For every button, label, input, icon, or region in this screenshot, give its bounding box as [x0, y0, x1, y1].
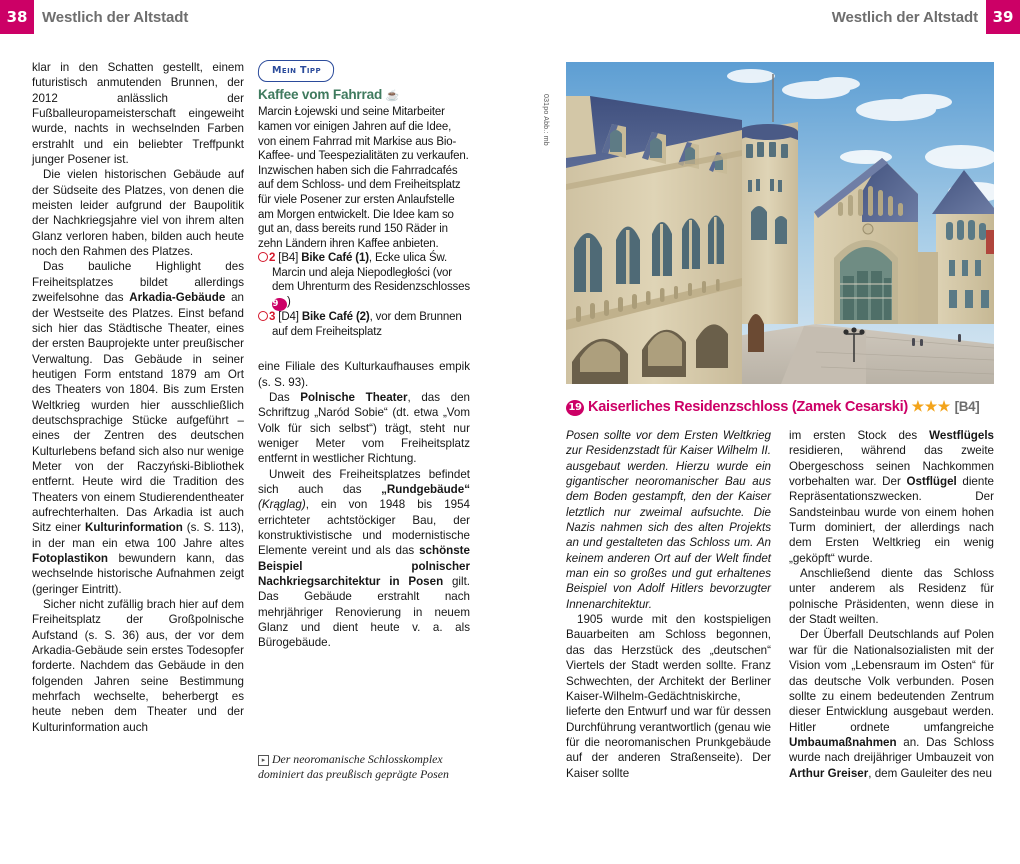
term-arkadia-gebaeude: Arkadia-Gebäude [129, 291, 226, 305]
mein-tipp-box [258, 60, 470, 339]
listing-name: Bike Café (2) [301, 311, 370, 324]
arrow-right-icon: ▸ [258, 755, 269, 766]
listing-item-bike-cafe-2 [258, 310, 470, 339]
paragraph-intro-italic: Posen sollte vor dem Ersten Weltkrieg zur Residenzstadt für Kaiser Wilhelm II. ausgebaut werden. Hierzu wurde ein gigantischer neoromanischer Bau aus dem Boden gestampft, den der Kaiser letztlich nur zweimal aufsuchte. Die Nazis nahmen sich des alten Projekts an und gestalteten das Schloss um. An keinem anderen Ort auf der Welt findet man ein so großes und gut erhaltenes Beispiel von Adolf Hitlers bevorzugter Innenarchitektur. [566, 429, 771, 611]
listing-number: 3 [269, 311, 276, 324]
term-arthur-greiser: Arthur Greiser [789, 766, 869, 780]
text-run: (s. S. 113), in der man ein etwa 100 Jahre altes [32, 521, 244, 550]
text-run: an der Westseite des Platzes. Einst befand sich hier das Städtische Theater, eines der ersten Bauprojekte unter preußischer Verwaltung. Das Gebäude in seiner heutigen Form entstand 1879 am Ort des Theaters von 1804. Bis zum Ersten Weltkrieg wurden hier ausschließlich deutschsprachige Stücke aufgeführt – eines der Zentren des deutschen Kulturlebens befand sich also nur wenige Meter von der Raczyński-Bibliothek entfernt. Heute wird die Tradition des Theaters von einem Studierendentheater aufrechterhalten. Das Arkadia ist auch Sitz einer [32, 291, 244, 535]
star-rating: ★★★ [911, 398, 951, 414]
term-rundgebaeude: „Rundgebäude“ [381, 483, 470, 496]
coffee-cup-icon: ☕ [385, 90, 400, 102]
running-head-title-right: Westlich der Altstadt [831, 9, 978, 26]
text-run: , das den Schriftzug „Naród Sobie“ (dt. etwa „Vom Volk für sich selbst“) trägt, steht nur weniger Meter vom Freiheitsplatz entfernt in westlicher Richtung. [258, 390, 470, 466]
listing-detail-end: ) [287, 296, 291, 309]
mein-tipp-title-text: Kaffee vom Fahrrad [258, 87, 383, 102]
paragraph: eine Filiale des Kulturkaufhauses empik (s. S. 93). [258, 360, 470, 389]
poi-badge-19: 19 [566, 400, 584, 416]
body-column-3 [566, 428, 771, 781]
running-head [0, 0, 1020, 34]
photo-frame [566, 62, 994, 384]
photo-caption-text: Der neoromanische Schlosskomplex dominiert das preußisch geprägte Posen [258, 752, 449, 782]
paragraph-arkadia [32, 259, 244, 597]
mein-tipp-logo-label: Mein Tipp [271, 65, 321, 77]
text-run: , dem Gauleiter des neu [868, 766, 992, 780]
text-run: Unweit des Freiheitsplatzes befindet sich auch das [258, 467, 470, 496]
kaiserschloss-photo [566, 62, 994, 384]
paragraph-polnisches-theater [258, 390, 470, 467]
term-fotoplastikon: Fotoplastikon [32, 552, 108, 565]
text-run: residieren, während das zweite Obergeschoss seinen Nachkommen vorbehalten war. Der [789, 444, 994, 489]
listing-item-bike-cafe-1 [258, 251, 470, 310]
section-grid-ref: [B4] [954, 399, 980, 414]
text-run: Das bauliche Highlight des Freiheitsplatzes bildet allerdings zweifelsohne das [32, 260, 244, 305]
text-run: gilt. Das Gebäude erstrahlt nach mehrjähriger Renovierung in neuem Glanz und dient heute v. a. als Bürogebäude. [258, 575, 471, 650]
paragraph: klar in den Schatten gestellt, einem futuristisch anmutenden Brunnen, der 2012 anlässlich der Fußballeuropameisterschaft eingeweiht wurde, nachts in wechselnden Farben erstrahlt und ein beliebter Treffpunkt junger Posener ist. [32, 61, 244, 167]
mein-tipp-body [258, 105, 470, 251]
section-heading [566, 398, 996, 416]
red-circle-marker-icon [258, 311, 268, 321]
text-run: Der Überfall Deutschlands auf Polen war für die Nationalsozialisten mit der Vision vom „Lebensraum im Osten“ für das deutsche Volk verbunden. Posen sollte zu einem bedeutenden Zentrum dieser Entwicklung ausgebaut werden. Hitler ordnete umfangreiche [789, 628, 994, 734]
mein-tipp-logo [257, 60, 335, 82]
text-run: im ersten Stock des [789, 429, 930, 442]
paragraph-ueberfall [789, 627, 994, 780]
text-run: Das [269, 390, 301, 404]
listing-number: 2 [269, 252, 276, 265]
listing-grid-ref: [B4] [278, 252, 299, 265]
text-run: bewundern kann, das wechselnde historische Aufnahmen zeigt (geringer Eintritt). [32, 552, 244, 596]
castle-illustration [566, 62, 994, 384]
term-kraglag: (Krąglag) [258, 498, 306, 512]
page-number-right: 39 [986, 0, 1020, 34]
body-column-2 [258, 60, 470, 651]
text-run: diente Repräsentationszwecken. Der Sandsteinbau wurde von einem hohen Turm dominiert, der allerdings nach dem Ersten Weltkrieg ein wenig „geköpft“ wurde. [789, 475, 994, 565]
listing-grid-ref: [D4] [278, 311, 299, 324]
term-schoenstes-beispiel: schönste Beispiel polnischer Nachkriegsarchitektur in Posen [258, 544, 470, 589]
running-head-title-left: Westlich der Altstadt [42, 9, 189, 26]
photo-credit: 031po Abb.: mb [542, 94, 549, 146]
section-heading-title: Kaiserliches Residenzschloss (Zamek Cesarski) [588, 399, 908, 415]
paragraph: Die vielen historischen Gebäude auf der Südseite des Platzes, von denen die meisten leider aufgrund der Baupolitik der Nachkriegsjahre viel von ihrem alten Glanz verloren haben, bilden auch heute noch den Rahmen des Platzes. [32, 168, 244, 259]
paragraph: Sicher nicht zufällig brach hier auf dem Freiheitsplatz der Großpolnische Aufstand (s. S. 36) aus, der vor dem Arkadia-Gebäude sein erstes Todesopfer forderte. Nachdem das Gebäude in den folgenden Jahren seine Bestimmung mehrfach wechselte, beherbergt es heute neben dem Theater und der Kulturinformation auch [32, 598, 244, 734]
paragraph: 1905 wurde mit den kostspieligen Bauarbeiten am Schloss begonnen, das das Herzstück des „deutschen“ Viertels der Stadt werden sollte. Franz Schwechten, der Architekt der Berliner Kaiser-Wilhelm-Gedächtniskirche, lieferte den Entwurf und war für dessen Durchführung verantwortlich (genau wie für die neoromanischen Prunkgebäude auf der anderen Straßenseite). Der Kaiser sollte [566, 613, 771, 780]
poi-badge-19: 19 [272, 298, 287, 311]
body-column-1 [32, 60, 244, 735]
listing-name: Bike Café (1) [301, 252, 369, 265]
body-column-4 [789, 428, 994, 781]
paragraph: Marcin Łojewski und seine Mitarbeiter kamen vor einigen Jahren auf die Idee, von einem Fahrrad mit Markise aus Bio-Kaffee- und Teespezialitäten zu verkaufen. Inzwischen haben sich die Fahrradcafés auf dem Schloss- und dem Freiheitsplatz für viele Posener zur ersten Anlaufstelle am Morgen entwickelt. Die Idee kam so gut an, dass bereits rund 150 Räder in zehn Ländern ihren Kaffee anbieten. [258, 106, 469, 250]
term-polnisches-theater: Polnische Theater [300, 390, 408, 404]
text-run: , ein von 1948 bis 1954 errichteter achtstöckiger Bau, der konstruktivistische und modernistische Elemente vereint und als das [258, 498, 470, 558]
paragraph: Anschließend diente das Schloss unter anderem als Residenz für polnische Präsidenten, wenn diese in der Stadt weilten. [789, 567, 994, 627]
page-number-left: 38 [0, 0, 34, 34]
red-circle-marker-icon [258, 252, 268, 262]
photo-caption [258, 752, 473, 783]
listing-detail: , Ecke ulica Św. Marcin und aleja Niepodległości (vor dem Uhrenturm des Residenzschlosses [272, 252, 471, 294]
term-kulturinformation: Kulturinformation [84, 521, 183, 535]
term-umbaumassnahmen: Umbaumaßnahmen [789, 735, 897, 749]
listing-detail: , vor dem Brunnen auf dem Freiheitsplatz [272, 311, 462, 338]
term-westfluegel: Westflügels [929, 429, 994, 442]
text-run: an. Das Schloss wurde nach dreijähriger Umbauzeit von [789, 735, 994, 765]
paragraph-rundgebaeude [258, 467, 470, 651]
mein-tipp-title [258, 87, 470, 104]
paragraph-fluegel [789, 428, 994, 566]
term-ostfluegel: Ostflügel [906, 475, 957, 489]
